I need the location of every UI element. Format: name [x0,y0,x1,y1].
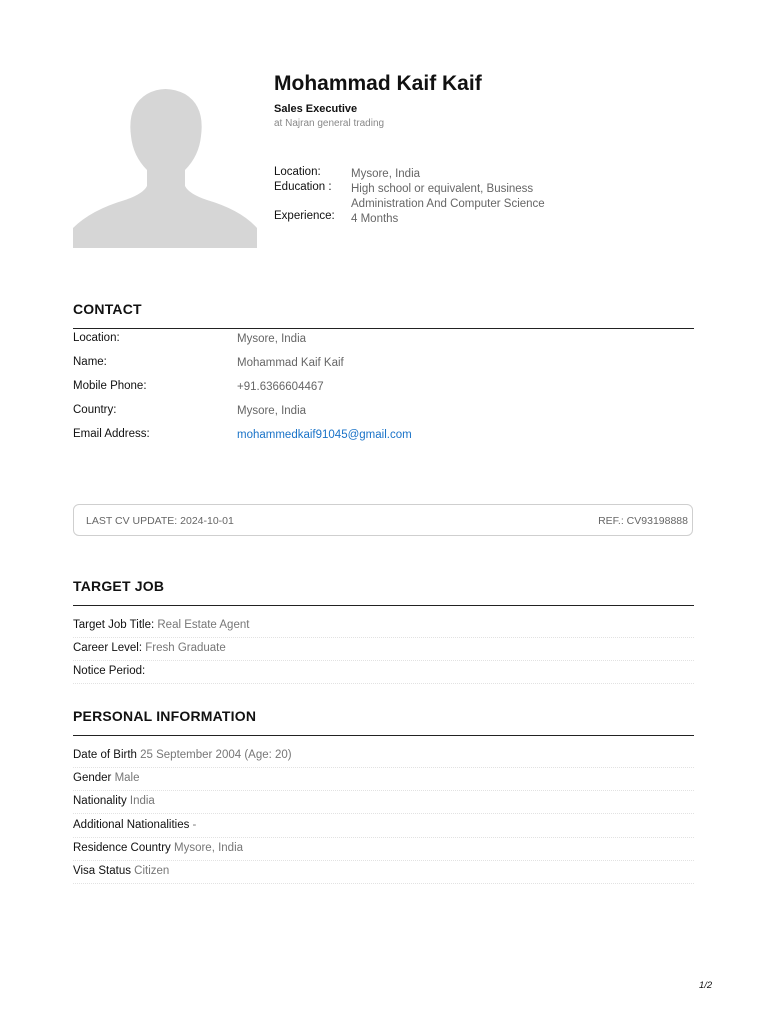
target-job-title-label: Target Job Title: [73,619,158,631]
residence-country-row [73,838,694,861]
personal-info-divider [73,735,694,736]
contact-phone-label: Mobile Phone: [73,380,147,392]
visa-status-label: Visa Status [73,865,135,877]
current-job-title: Sales Executive [274,103,358,115]
contact-divider [73,328,694,329]
career-level-value: Fresh Graduate [145,642,226,654]
career-level-row [73,638,694,661]
cv-meta-box [73,504,693,536]
contact-name-label: Name: [73,356,107,368]
notice-period-row [73,661,694,684]
dob-row [73,745,694,768]
profile-photo-placeholder [73,86,257,248]
summary-experience-value: 4 Months [351,213,399,225]
user-silhouette-icon [73,86,257,248]
contact-email-label: Email Address: [73,428,150,440]
dob-value: 25 September 2004 (Age: 20) [140,749,292,761]
contact-country-label: Country: [73,404,117,416]
career-level-label: Career Level: [73,642,146,654]
contact-email-link[interactable]: mohammedkaif91045@gmail.com [237,429,412,441]
summary-experience-label: Experience: [274,210,335,222]
gender-value: Male [114,772,140,784]
page-number: 1/2 [699,980,713,991]
target-job-section-title: TARGET JOB [73,578,165,594]
nationality-row [73,791,694,814]
additional-nationalities-label: Additional Nationalities [73,819,193,831]
summary-education-value: High school or equivalent, Business Administration And Computer Science [351,183,545,210]
contact-location-value: Mysore, India [237,333,307,345]
contact-location-label: Location: [73,332,120,344]
residence-country-value: Mysore, India [174,842,244,854]
cv-reference: REF.: CV93198888 [598,515,688,527]
summary-education-label: Education : [274,181,332,193]
contact-phone-value: +91.6366604467 [237,381,324,393]
candidate-name: Mohammad Kaif Kaif [274,72,482,95]
contact-country-value: Mysore, India [237,405,307,417]
gender-label: Gender [73,772,115,784]
contact-section-title: CONTACT [73,301,142,317]
contact-name-value: Mohammad Kaif Kaif [237,357,344,369]
last-cv-update: LAST CV UPDATE: 2024-10-01 [86,515,234,527]
additional-nationalities-row [73,815,694,838]
summary-location-label: Location: [274,166,321,178]
nationality-value: India [129,795,155,807]
target-job-title-value: Real Estate Agent [157,619,250,631]
visa-status-row [73,861,694,884]
summary-location-value: Mysore, India [351,168,421,180]
target-job-title-row [73,615,694,638]
residence-country-label: Residence Country [73,842,174,854]
visa-status-value: Citizen [134,865,170,877]
personal-info-section-title: PERSONAL INFORMATION [73,708,257,724]
current-employer: at Najran general trading [274,118,385,129]
gender-row [73,768,694,791]
nationality-label: Nationality [73,795,130,807]
notice-period-label: Notice Period: [73,665,146,677]
target-job-divider [73,605,694,606]
dob-label: Date of Birth [73,749,141,761]
additional-nationalities-value: - [192,819,197,831]
